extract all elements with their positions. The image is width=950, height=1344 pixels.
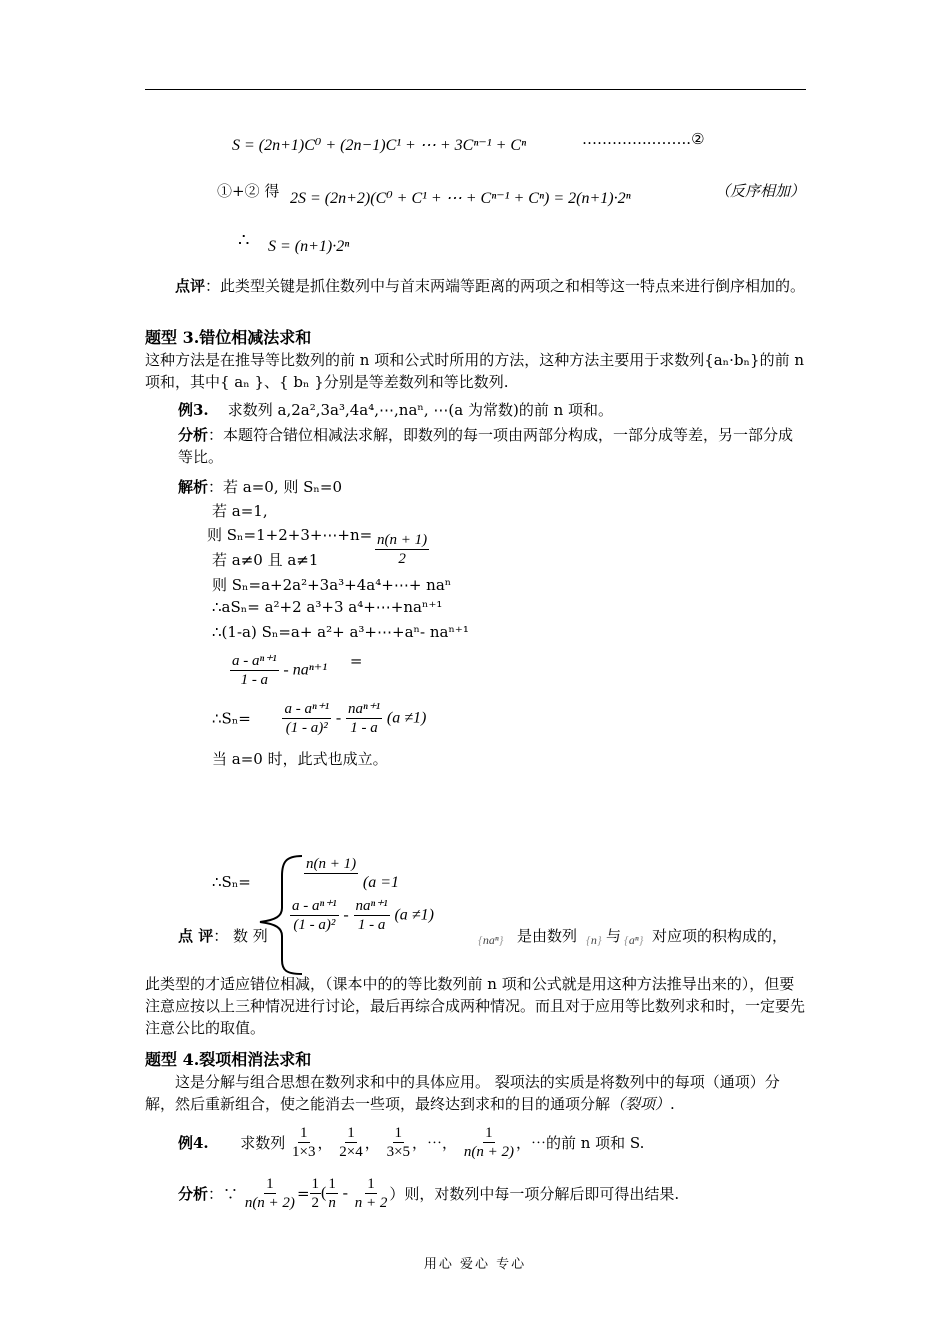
- comment-1-text: ：此类型关键是抓住数列中与首末两端等距离的两项之和相等这一特点来进行倒序相加的。: [205, 277, 806, 295]
- solution3-line-0: [178, 476, 342, 497]
- an4-f2-den: n: [328, 1195, 336, 1211]
- comment3-start: [178, 925, 268, 946]
- sn-minus: -: [335, 709, 342, 727]
- type4-heading: 题型 4.裂项相消法求和: [145, 1050, 312, 1069]
- formula-sn-reverse-marker: …………..……..②: [582, 130, 705, 148]
- comment-1: [145, 275, 807, 297]
- solution3-text-0: ：若 a=0, 则 Sₙ=0: [208, 478, 343, 496]
- piece-r2-f1-num: a - aⁿ⁺¹: [292, 898, 337, 914]
- piece-r1-cond: (a =1: [362, 874, 400, 891]
- ex4-f2-num: 1: [347, 1125, 355, 1141]
- type4-intro-b: （裂项）: [610, 1095, 671, 1113]
- seq-a-n: {aⁿ}: [624, 933, 644, 947]
- formula-sum: 2S = (2n+2)(C⁰ + C¹ + ⋯ + Cⁿ⁻¹ + Cⁿ) = 2(n+1)·2ⁿ: [290, 190, 631, 207]
- ex4-f4-den: n(n + 2): [463, 1144, 514, 1160]
- equation-line: [230, 652, 362, 689]
- seq-n: {n}: [586, 933, 602, 947]
- piecewise-row-1: [304, 855, 399, 892]
- fraction-n-n1-over-2: [375, 531, 429, 568]
- comment-1-label: 点评: [175, 277, 206, 295]
- sn-f1-den: (1 - a)²: [285, 720, 328, 736]
- type3-intro: 这种方法是在推导等比数列的前 n 项和公式时所用的方法，这种方法主要用于求数列{aₙ·bₙ}的前 n 项和，其中{ aₙ }、{ bₙ }分别是等差数列和等比数列.: [145, 351, 805, 391]
- solution3-line-2: 则 Sₙ=1+2+3+⋯+n=: [207, 526, 373, 544]
- an4-f2-num: 1: [328, 1176, 336, 1192]
- eq-tail: - naⁿ⁺¹: [283, 661, 328, 679]
- example3: [178, 399, 613, 420]
- formula-sn-reverse: S = (2n+1)C⁰ + (2n−1)C¹ + ⋯ + 3Cⁿ⁻¹ + Cⁿ: [232, 137, 527, 154]
- frac-den: 2: [398, 551, 406, 567]
- ex4-f1-num: 1: [300, 1125, 308, 1141]
- comment3-start-text: ： 数 列: [213, 927, 268, 945]
- sn-f1-num: a - aⁿ⁺¹: [284, 701, 330, 717]
- piece-r2-f2-num: naⁿ⁺¹: [355, 898, 388, 914]
- type3-heading: 题型 3.错位相减法求和: [145, 328, 312, 347]
- comment3-end: 对应项的积构成的，: [652, 927, 788, 945]
- an4-f1-den: n(n + 2): [244, 1195, 295, 1211]
- ex4-f4-num: 1: [485, 1125, 493, 1141]
- sn-cond: (a ≠1): [386, 709, 427, 727]
- piece-r1-num: n(n + 1): [306, 856, 357, 872]
- piece-r2-f2-den: 1 - a: [357, 917, 386, 933]
- add-prefix: ①+② 得: [217, 182, 280, 200]
- an4-eq: =: [296, 1184, 310, 1203]
- comment3-label: 点 评: [178, 927, 214, 945]
- solution3-line-3: 若 a≠0 且 a≠1: [212, 551, 319, 569]
- analysis3: [178, 424, 807, 468]
- an4-f1-num: 1: [266, 1176, 274, 1192]
- sn-f2-num: naⁿ⁺¹: [347, 701, 381, 717]
- sn-f2-den: 1 - a: [350, 720, 378, 736]
- piecewise-row-2: [290, 897, 434, 934]
- page-footer: 用心 爱心 专心: [423, 1257, 527, 1272]
- ex4-f3-num: 1: [394, 1125, 403, 1141]
- analysis3-text: ：本题符合错位相减法求解，即数列的每一项由两部分构成，一部分成等差，另一部分成等比。: [178, 426, 794, 466]
- eq-num: a - aⁿ⁺¹: [232, 653, 277, 669]
- type4-intro: [145, 1071, 807, 1115]
- analysis4-label: 分析: [178, 1185, 209, 1203]
- comment3-mid2: 与: [606, 927, 622, 945]
- sn-prefix: ∴Sₙ=: [212, 709, 251, 728]
- eq-den: 1 - a: [240, 672, 269, 688]
- formula-result: S = (n+1)·2ⁿ: [268, 238, 350, 255]
- solution3-line-5: ∴aSₙ= a²+2 a³+3 a⁴+⋯+naⁿ⁺¹: [212, 598, 443, 616]
- analysis4: [178, 1175, 679, 1212]
- frac-num: n(n + 1): [377, 532, 428, 548]
- solution3-line-6: ∴(1-a) Sₙ=a+ a²+ a³+⋯+aⁿ- naⁿ⁺¹: [212, 623, 469, 641]
- seq-na-n: {naⁿ}: [478, 933, 504, 947]
- ex4-ellipsis: ，⋯，: [412, 1134, 458, 1152]
- an4-f3-num: 1: [367, 1176, 375, 1192]
- an4-half-den: 2: [311, 1195, 320, 1211]
- piece-r2-cond: (a ≠1): [394, 906, 434, 924]
- piece-r1-den: 2: [327, 875, 335, 891]
- therefore-symbol: ∴: [238, 230, 250, 251]
- solution3-line-1: 若 a=1,: [212, 502, 268, 520]
- eq-sign: =: [349, 652, 363, 670]
- note-a-zero: 当 a=0 时，此式也成立。: [212, 750, 388, 768]
- analysis4-because: ：∵: [208, 1185, 239, 1203]
- an4-paren: (: [321, 1184, 327, 1202]
- piece-r2-f1-den: (1 - a)²: [293, 917, 336, 933]
- example3-label: 例3.: [178, 401, 209, 419]
- seq-na-n-text: naⁿ: [482, 933, 499, 947]
- type4-intro-a: 这是分解与组合思想在数列求和中的具体应用。 裂项法的实质是将数列中的每项（通项）分解，然后重新组合，使之能消去一些项，最终达到求和的目的通项分解: [145, 1073, 780, 1113]
- ex4-f2-den: 2×4: [339, 1144, 363, 1160]
- ex4-f3-den: 3×5: [386, 1144, 411, 1160]
- comment3-mid1: 是由数列: [517, 927, 578, 945]
- an4-tail: ）则，对数列中每一项分解后即可得出结果.: [389, 1185, 680, 1203]
- header-rule: [145, 89, 806, 90]
- piecewise-prefix: ∴Sₙ=: [212, 873, 251, 891]
- example4-pre: 求数列: [240, 1134, 286, 1152]
- comment3-rest: 此类型的才适应错位相减，（课本中的的等比数列前 n 项和公式就是用这种方法推导出来的），但要注意应按以上三种情况进行讨论，最后再综合成两种情况。而且对于应用等比数列求和时，一定要先注意公比的取值。: [145, 975, 806, 1037]
- example3-text: 求数列 a,2a²,3a³,4a⁴,⋯,naⁿ, ⋯(a 为常数)的前 n 项和。: [227, 401, 614, 419]
- an4-f3-den: n + 2: [354, 1195, 388, 1211]
- seq-a-n-text: aⁿ: [628, 933, 639, 947]
- sn-result-line: [212, 700, 426, 737]
- solution3-line-4: 则 Sₙ=a+2a²+3a³+4a⁴+⋯+ naⁿ: [212, 576, 452, 594]
- ex4-f1-den: 1×3: [292, 1144, 316, 1160]
- example4-post: ，⋯的前 n 项和 S.: [515, 1134, 645, 1152]
- ex4-sep-2: ，: [364, 1134, 380, 1152]
- reverse-note: （反序相加）: [715, 182, 806, 200]
- solution3-label: 解析: [178, 478, 209, 496]
- piece-r2-minus: -: [343, 906, 349, 924]
- example4-label: 例4.: [178, 1134, 209, 1152]
- seq-n-text: n: [590, 933, 597, 947]
- an4-minus: -: [342, 1184, 348, 1202]
- ex4-sep-1: ，: [317, 1134, 333, 1152]
- type4-intro-c: .: [670, 1095, 675, 1113]
- analysis3-label: 分析: [178, 426, 209, 444]
- example4: [178, 1124, 644, 1161]
- an4-half-num: 1: [311, 1176, 320, 1192]
